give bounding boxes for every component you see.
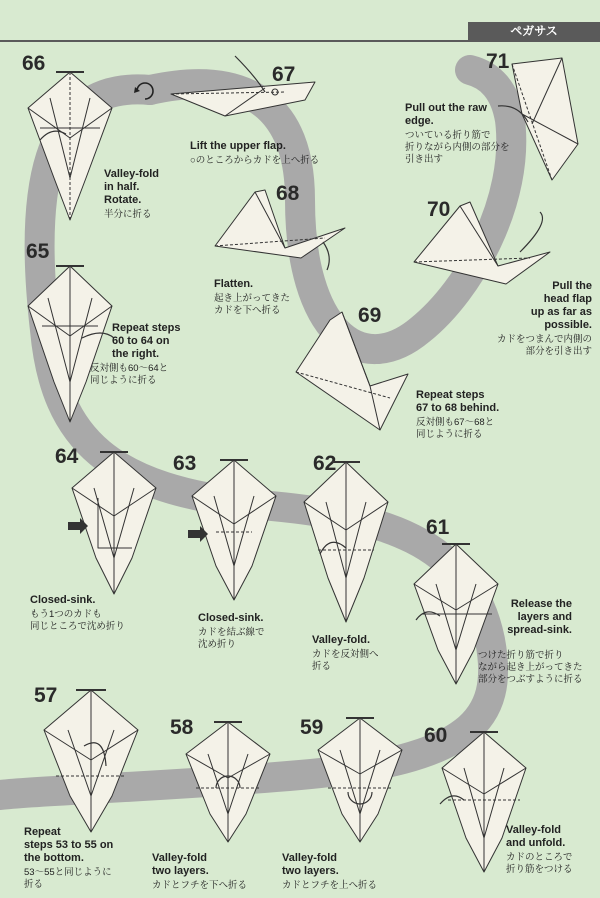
step-59-en-1: Valley-fold xyxy=(282,852,338,864)
step-number-58: 58 xyxy=(170,716,194,739)
step-71-ja-2: 折りながら内側の部分を xyxy=(405,142,510,153)
step-62-figure xyxy=(298,458,394,626)
step-number-60: 60 xyxy=(424,724,448,747)
step-66-en-1: Valley-fold xyxy=(104,168,160,180)
step-59-ja-1: カドとフチを上へ折る xyxy=(282,880,378,891)
step-65-caption xyxy=(90,322,181,387)
step-71-en-2: edge. xyxy=(405,115,434,127)
step-69-caption xyxy=(416,389,499,441)
step-61-caption-ja xyxy=(478,648,583,686)
step-70-en-2: head flap xyxy=(543,293,592,305)
step-67-ja-1: ○のところからカドを上へ折る xyxy=(190,155,320,166)
step-70-en-3: up as far as xyxy=(530,306,592,318)
step-57-ja-1: 53～55と同じように xyxy=(24,867,112,878)
step-61-caption xyxy=(486,598,572,637)
step-68-en-1: Flatten. xyxy=(214,278,254,290)
step-number-59: 59 xyxy=(300,716,324,739)
step-70-caption xyxy=(482,280,592,358)
step-64-ja-1: もう1つのカドも xyxy=(30,609,102,620)
step-66-en-3: Rotate. xyxy=(104,194,142,206)
step-71-en-1: Pull out the raw xyxy=(405,102,487,114)
step-65-en-1: Repeat steps xyxy=(112,322,181,334)
step-number-71: 71 xyxy=(486,50,510,73)
step-61-en-2: layers and xyxy=(517,611,572,623)
step-68-ja-2: カドを下へ折る xyxy=(214,305,281,316)
step-62-caption xyxy=(312,634,379,673)
step-57-en-3: the bottom. xyxy=(24,852,84,864)
step-68-figure xyxy=(205,186,355,276)
step-62-ja-2: 折る xyxy=(312,661,332,672)
step-62-ja-1: カドを反対側へ xyxy=(312,649,379,660)
header-rule xyxy=(0,40,600,42)
step-number-57: 57 xyxy=(34,684,58,707)
step-number-65: 65 xyxy=(26,240,50,263)
step-69-en-1: Repeat steps xyxy=(416,389,485,401)
step-58-en-2: two layers. xyxy=(152,865,209,877)
step-65-en-2: 60 to 64 on xyxy=(112,335,170,347)
step-65-figure xyxy=(22,262,118,427)
step-70-ja-1: カドをつまんで内側の xyxy=(496,334,592,345)
step-61-en-1: Release the xyxy=(510,598,572,610)
step-70-en-4: possible. xyxy=(544,319,592,331)
step-number-64: 64 xyxy=(55,445,79,468)
step-66-caption xyxy=(104,168,159,221)
step-number-69: 69 xyxy=(358,304,382,327)
step-number-70: 70 xyxy=(427,198,451,221)
step-58-caption xyxy=(152,852,247,892)
step-67-en-1: Lift the upper flap. xyxy=(190,140,286,152)
step-69-en-2: 67 to 68 behind. xyxy=(416,402,500,414)
step-58-en-1: Valley-fold xyxy=(152,852,208,864)
step-57-ja-2: 折る xyxy=(24,879,44,890)
step-65-ja-1: 反対側も60～64と xyxy=(90,363,169,374)
step-70-en-1: Pull the xyxy=(552,280,592,292)
step-59-caption xyxy=(282,852,377,892)
step-67-caption xyxy=(190,140,319,167)
step-60-caption xyxy=(506,824,573,876)
step-63-ja-1: カドを結ぶ線で xyxy=(198,627,265,638)
step-63-caption xyxy=(198,612,265,651)
step-65-en-3: the right. xyxy=(112,348,160,360)
step-63-en-1: Closed-sink. xyxy=(198,612,264,624)
step-61-en-3: spread-sink. xyxy=(507,624,572,636)
step-60-en-1: Valley-fold xyxy=(506,824,562,836)
step-71-caption xyxy=(405,102,510,166)
step-number-61: 61 xyxy=(426,516,450,539)
step-66-en-2: in half. xyxy=(104,181,140,193)
step-number-68: 68 xyxy=(276,182,300,205)
step-70-ja-2: 部分を引き出す xyxy=(525,346,592,357)
step-64-en-1: Closed-sink. xyxy=(30,594,96,606)
step-71-ja-1: ついている折り筋で xyxy=(405,130,491,141)
step-number-66: 66 xyxy=(22,52,46,75)
step-63-figure xyxy=(186,456,282,604)
step-69-ja-1: 反対側も67～68と xyxy=(416,417,495,428)
step-64-caption xyxy=(30,594,125,633)
step-59-en-2: two layers. xyxy=(282,865,339,877)
step-62-en-1: Valley-fold. xyxy=(312,634,371,646)
step-57-en-1: Repeat xyxy=(24,826,61,838)
step-number-67: 67 xyxy=(272,63,296,86)
step-61-ja-2: ながら起き上がってきた xyxy=(478,662,583,673)
step-59-figure xyxy=(312,714,408,846)
step-60-ja-1: カドのところで xyxy=(506,852,573,863)
step-60-ja-2: 折り筋をつける xyxy=(506,864,573,875)
header-tab: ペガサス xyxy=(468,22,600,40)
step-60-en-2: and unfold. xyxy=(506,837,566,849)
step-57-en-2: steps 53 to 55 on xyxy=(24,839,114,851)
step-64-ja-2: 同じところで沈め折り xyxy=(30,621,125,632)
rotate-icon xyxy=(132,78,158,104)
step-71-ja-3: 引き出す xyxy=(405,154,444,165)
step-63-ja-2: 沈め折り xyxy=(198,639,237,650)
step-66-ja-1: 半分に折る xyxy=(104,209,152,220)
step-68-ja-1: 起き上がってきた xyxy=(214,293,291,304)
step-number-63: 63 xyxy=(173,452,197,475)
step-61-ja-1: つけた折り筋で折り xyxy=(478,650,564,661)
step-61-ja-3: 部分をつぶすように折る xyxy=(478,674,583,685)
step-57-figure xyxy=(36,686,146,836)
step-69-ja-2: 同じように折る xyxy=(416,429,483,440)
step-57-caption xyxy=(24,826,113,891)
step-64-figure xyxy=(66,448,162,598)
step-67-figure xyxy=(165,52,325,132)
step-68-caption xyxy=(214,278,290,317)
step-58-figure xyxy=(180,718,276,846)
step-number-62: 62 xyxy=(313,452,337,475)
step-65-ja-2: 同じように折る xyxy=(90,375,157,386)
step-58-ja-1: カドとフチを下へ折る xyxy=(152,880,248,891)
